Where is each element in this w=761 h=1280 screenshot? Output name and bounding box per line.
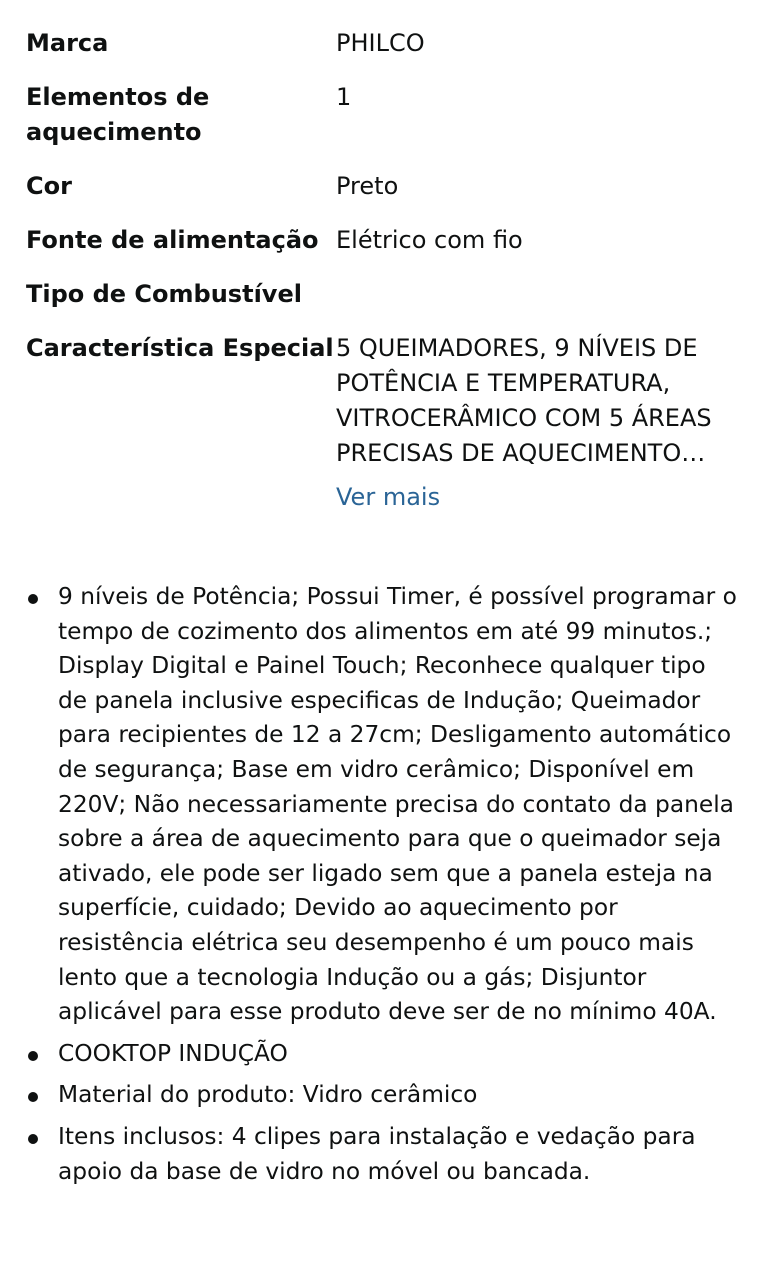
spec-value: 5 QUEIMADORES, 9 NÍVEIS DE POTÊNCIA E TEMPERATURA, VITROCERÂMICO COM 5 ÁREAS PRECISAS DE AQUECIMENTO… xyxy=(336,334,712,467)
bullet-icon xyxy=(26,1120,58,1144)
bullet-text: Material do produto: Vidro cerâmico xyxy=(58,1081,478,1109)
spec-value: 1 xyxy=(336,83,352,111)
list-item xyxy=(26,1037,738,1072)
spec-value: Elétrico com fio xyxy=(336,226,523,254)
bullet-icon xyxy=(26,580,58,604)
list-item xyxy=(26,580,738,1030)
list-item xyxy=(26,1078,738,1113)
spec-value: PHILCO xyxy=(336,29,425,57)
bullet-icon xyxy=(26,1037,58,1061)
spec-label: Tipo de Combustível xyxy=(26,280,302,308)
product-specs-table xyxy=(26,26,746,534)
bullet-text: Itens inclusos: 4 clipes para instalação e vedação para apoio da base de vidro no móvel ou bancada. xyxy=(58,1122,696,1185)
bullet-icon xyxy=(26,1078,58,1102)
spec-row-color xyxy=(26,169,746,204)
list-item xyxy=(26,1120,738,1189)
spec-label: Fonte de alimentação xyxy=(26,226,319,254)
spec-label: Cor xyxy=(26,172,72,200)
spec-row-fuel-type xyxy=(26,277,746,312)
spec-row-special-feature xyxy=(26,331,746,515)
spec-value-container xyxy=(336,331,746,515)
spec-row-brand xyxy=(26,26,746,61)
spec-row-heating-elements xyxy=(26,80,746,150)
bullet-text: 9 níveis de Potência; Possui Timer, é possível programar o tempo de cozimento dos alimentos em até 99 minutos.; Display Digital e Painel Touch; Reconhece qualquer tipo de panela inclusive especificas de Indução; Queimador para recipientes de 12 a 27cm; Desligamento automático de segurança; Base em vidro cerâmico; Disponível em 220V; Não necessariamente precisa do contato da panela sobre a área de aquecimento para que o queimador seja ativado, ele pode ser ligado sem que a panela esteja na superfície, cuidado; Devido ao aquecimento por resistência elétrica seu desempenho é um pouco mais lento que a tecnologia Indução ou a gás; Disjuntor aplicável para esse produto deve ser de no mínimo 40A. xyxy=(58,583,737,1026)
spec-row-power-source xyxy=(26,223,746,258)
spec-label: Marca xyxy=(26,29,109,57)
spec-label: Característica Especial xyxy=(26,334,334,362)
see-more-link[interactable]: Ver mais xyxy=(336,483,441,511)
bullet-text: COOKTOP INDUÇÃO xyxy=(58,1039,288,1067)
feature-bullet-list xyxy=(26,580,738,1196)
spec-label: Elementos de aquecimento xyxy=(26,83,210,146)
spec-value: Preto xyxy=(336,172,399,200)
